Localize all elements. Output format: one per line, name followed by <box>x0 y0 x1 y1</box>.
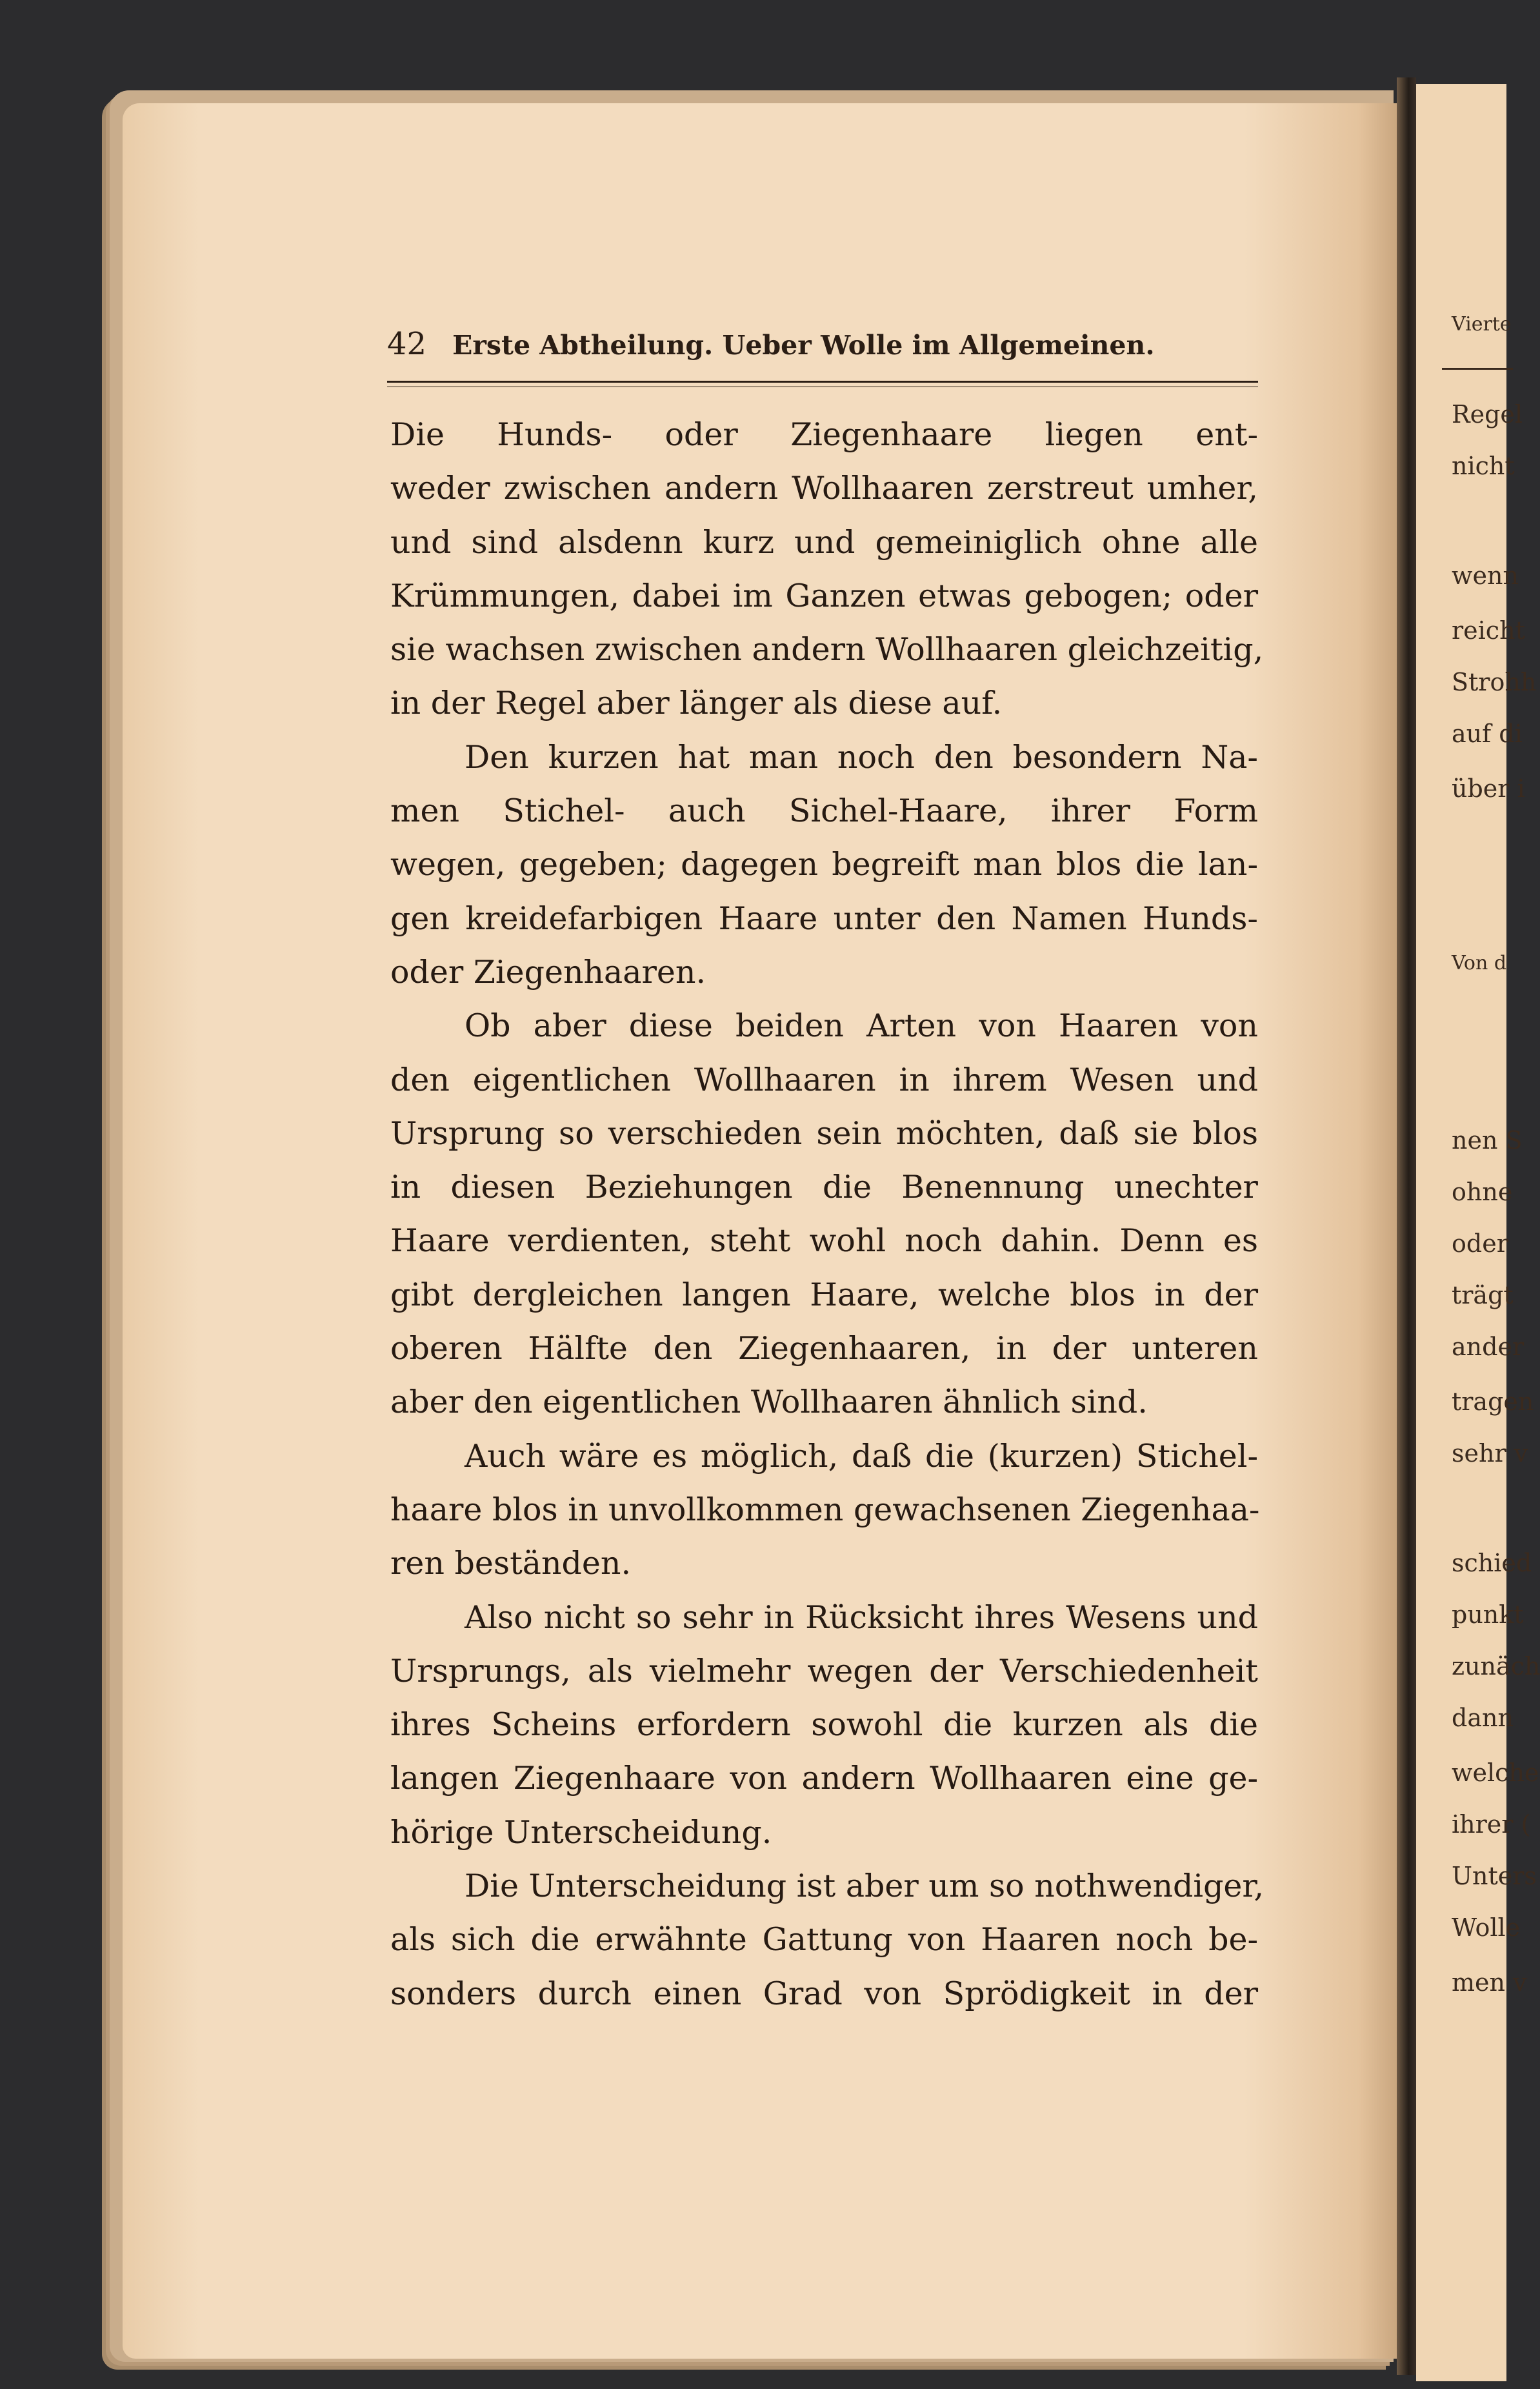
text-line: gibt dergleichen langen Haare, welche blos in der <box>390 1276 1258 1313</box>
text-line: und sind alsdenn kurz und gemeiniglich ohne alle <box>390 523 1258 561</box>
right-fragment: schied <box>1452 1549 1532 1577</box>
right-fragment: über i <box>1452 774 1525 803</box>
text-line: sonders durch einen Grad von Sprödigkeit in der <box>390 1975 1258 2012</box>
text-line: oder Ziegenhaaren. <box>390 953 706 991</box>
text-line: oberen Hälfte den Ziegenhaaren, in der unteren <box>390 1330 1258 1367</box>
right-fragment: ohne <box>1452 1178 1513 1206</box>
running-head-title: Erste Abtheilung. Ueber Wolle im Allgemeinen. <box>452 330 1155 361</box>
right-fragment: reicht <box>1452 616 1525 645</box>
text-line: aber den eigentlichen Wollhaaren ähnlich sind. <box>390 1384 1148 1421</box>
right-fragment: trägt <box>1452 1281 1514 1309</box>
right-page-edge <box>1416 84 1540 2381</box>
right-header-rule <box>1442 368 1513 370</box>
text-line: ren beständen. <box>390 1545 632 1582</box>
right-fragment: nicht <box>1452 452 1515 480</box>
text-line: den eigentlichen Wollhaaren in ihrem Wesen und <box>390 1061 1258 1098</box>
right-fragment: welche <box>1452 1759 1539 1787</box>
text-line: Haare verdienten, steht wohl noch dahin. Denn es <box>390 1222 1258 1260</box>
text-line: Krümmungen, dabei im Ganzen etwas gebogen; oder <box>390 577 1258 614</box>
text-line: wegen, gegeben; dagegen begreift man blos die lan- <box>390 846 1258 883</box>
right-fragment: Wolle <box>1452 1913 1521 1942</box>
text-line: in der Regel aber länger als diese auf. <box>390 685 1003 722</box>
text-line: hörige Unterscheidung. <box>390 1813 772 1851</box>
right-fragment: zunäch <box>1452 1652 1540 1680</box>
right-fragment: nen S <box>1452 1126 1523 1154</box>
text-line: men Stichel- auch Sichel-Haare, ihrer Form <box>390 792 1258 830</box>
right-fragment: sehr v <box>1452 1439 1528 1467</box>
right-fragment: men v <box>1452 1968 1527 1997</box>
text-line: ihres Scheins erfordern sowohl die kurzen als die <box>390 1706 1258 1744</box>
header-rule <box>387 381 1258 387</box>
right-fragment: dann <box>1452 1704 1514 1732</box>
right-fragment: Strohh <box>1452 668 1537 696</box>
text-line: Den kurzen hat man noch den besondern Na- <box>465 738 1258 776</box>
text-line: als sich die erwähnte Gattung von Haaren noch be- <box>390 1921 1258 1959</box>
book-gutter <box>1397 77 1416 2375</box>
right-running-head: Vierte <box>1452 313 1512 336</box>
text-line: haare blos in unvollkommen gewachsenen Ziegenhaa- <box>390 1491 1260 1528</box>
running-head <box>387 326 1265 362</box>
right-fragment: ander <box>1452 1333 1525 1361</box>
text-line: Die Hunds- oder Ziegenhaare liegen ent- <box>390 416 1258 453</box>
text-line: Die Unterscheidung ist aber um so nothwendiger, <box>465 1868 1265 1905</box>
right-fragment: Regel <box>1452 400 1523 428</box>
right-fragment: Unters <box>1452 1862 1537 1890</box>
right-fragment: punkt <box>1452 1600 1524 1629</box>
text-line: sie wachsen zwischen andern Wollhaaren gleichzeitig, <box>390 631 1264 669</box>
text-line: langen Ziegenhaare von andern Wollhaaren eine ge- <box>390 1760 1258 1797</box>
right-fragment: auf di <box>1452 720 1523 748</box>
text-line: Auch wäre es möglich, daß die (kurzen) Stichel- <box>465 1437 1258 1475</box>
text-line: in diesen Beziehungen die Benennung unechter <box>390 1169 1258 1206</box>
page-number: 42 <box>387 326 427 362</box>
text-line: Ursprung so verschieden sein möchten, daß sie blos <box>390 1114 1258 1152</box>
right-fragment: Von d <box>1452 952 1507 974</box>
text-line: Also nicht so sehr in Rücksicht ihres Wesens und <box>465 1598 1258 1636</box>
right-fragment: ihrer ( <box>1452 1810 1531 1839</box>
right-fragment: tragen <box>1452 1387 1534 1416</box>
right-fragment: wenn <box>1452 561 1519 590</box>
right-fragment: oder <box>1452 1229 1508 1258</box>
body-text <box>390 408 1265 2021</box>
text-line: Ob aber diese beiden Arten von Haaren von <box>465 1007 1258 1045</box>
text-line: weder zwischen andern Wollhaaren zerstreut umher, <box>390 470 1258 507</box>
text-line: Ursprungs, als vielmehr wegen der Verschiedenheit <box>390 1652 1258 1689</box>
text-line: gen kreidefarbigen Haare unter den Namen Hunds- <box>390 900 1258 937</box>
